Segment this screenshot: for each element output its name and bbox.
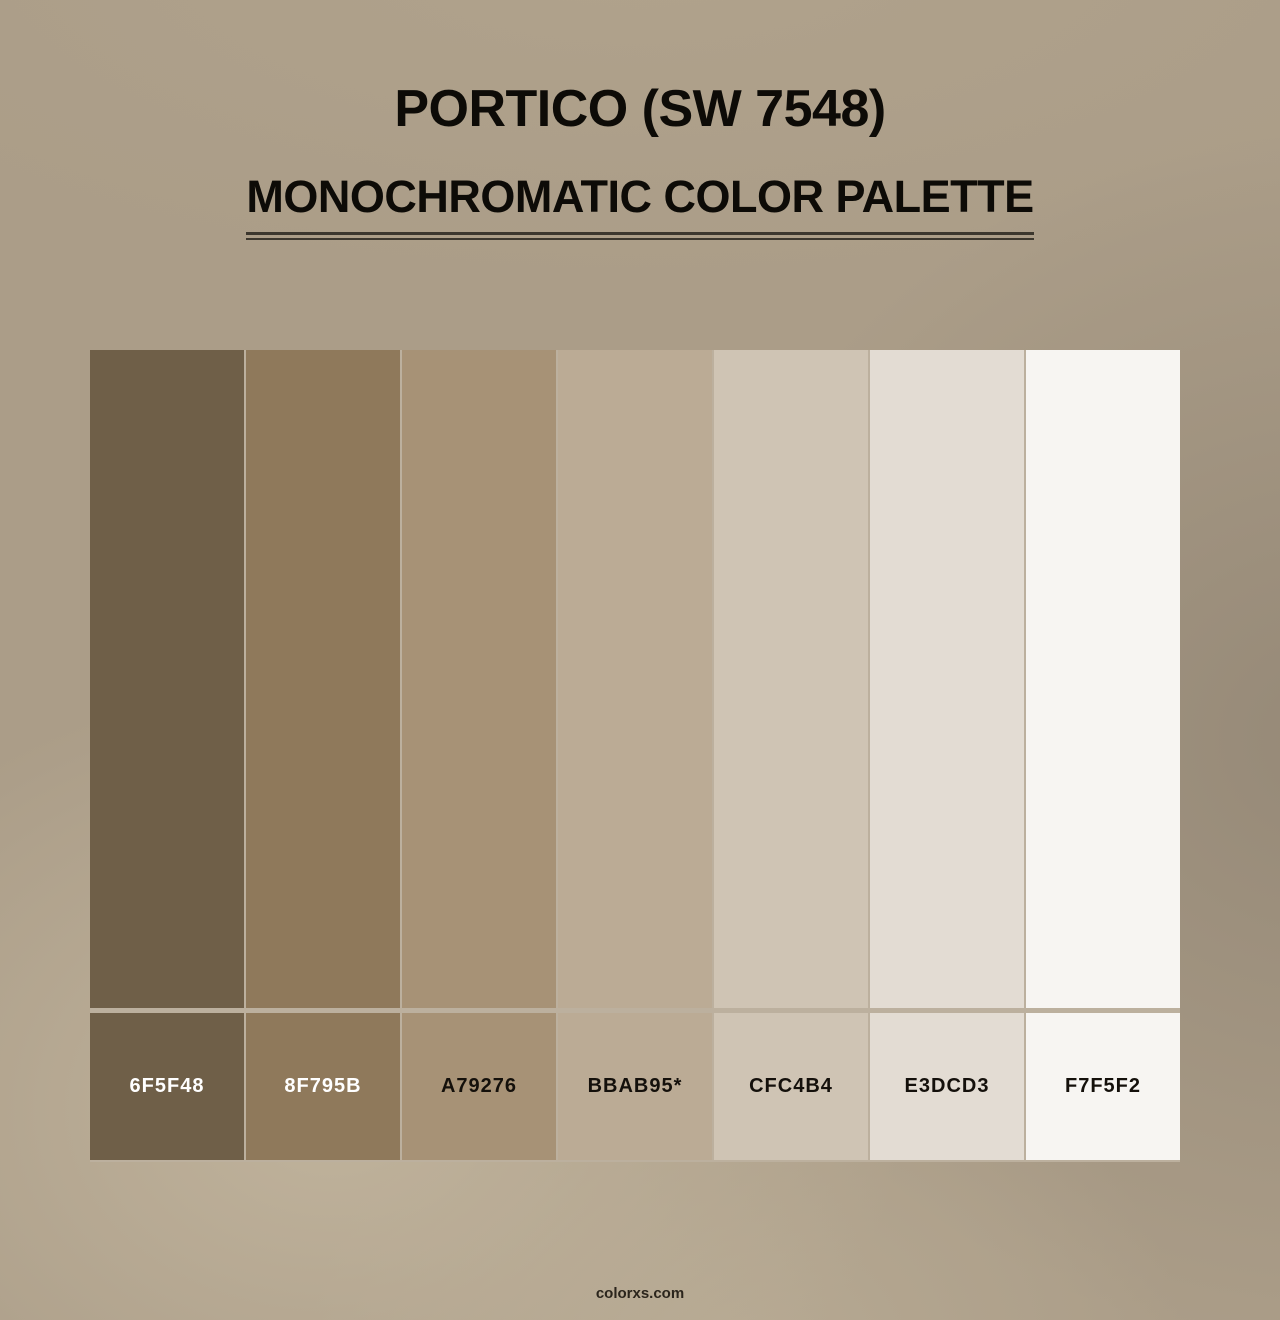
page-subtitle: MONOCHROMATIC COLOR PALETTE <box>246 171 1034 222</box>
color-swatch <box>714 350 868 1008</box>
swatch-column <box>90 350 244 1160</box>
swatch-column <box>870 350 1024 1160</box>
swatch-column <box>246 350 400 1160</box>
site-credit: colorxs.com <box>595 1285 685 1302</box>
double-rule-divider <box>246 232 1034 240</box>
swatch-column <box>558 350 712 1160</box>
color-hex-label: 8F795B <box>246 1013 400 1160</box>
color-swatch <box>246 350 400 1008</box>
color-swatch <box>90 350 244 1008</box>
color-swatch <box>558 350 712 1008</box>
color-swatch <box>1026 350 1180 1008</box>
swatch-column <box>714 350 868 1160</box>
color-hex-label: 6F5F48 <box>90 1013 244 1160</box>
page-title: PORTICO (SW 7548) <box>394 80 886 138</box>
color-palette <box>90 350 1180 1162</box>
color-swatch <box>402 350 556 1008</box>
swatch-column <box>1026 350 1180 1160</box>
color-hex-label: E3DCD3 <box>870 1013 1024 1160</box>
swatch-column <box>402 350 556 1160</box>
color-hex-label: CFC4B4 <box>714 1013 868 1160</box>
color-hex-label: A79276 <box>402 1013 556 1160</box>
color-swatch <box>870 350 1024 1008</box>
color-hex-label: BBAB95* <box>558 1013 712 1160</box>
color-hex-label: F7F5F2 <box>1026 1013 1180 1160</box>
